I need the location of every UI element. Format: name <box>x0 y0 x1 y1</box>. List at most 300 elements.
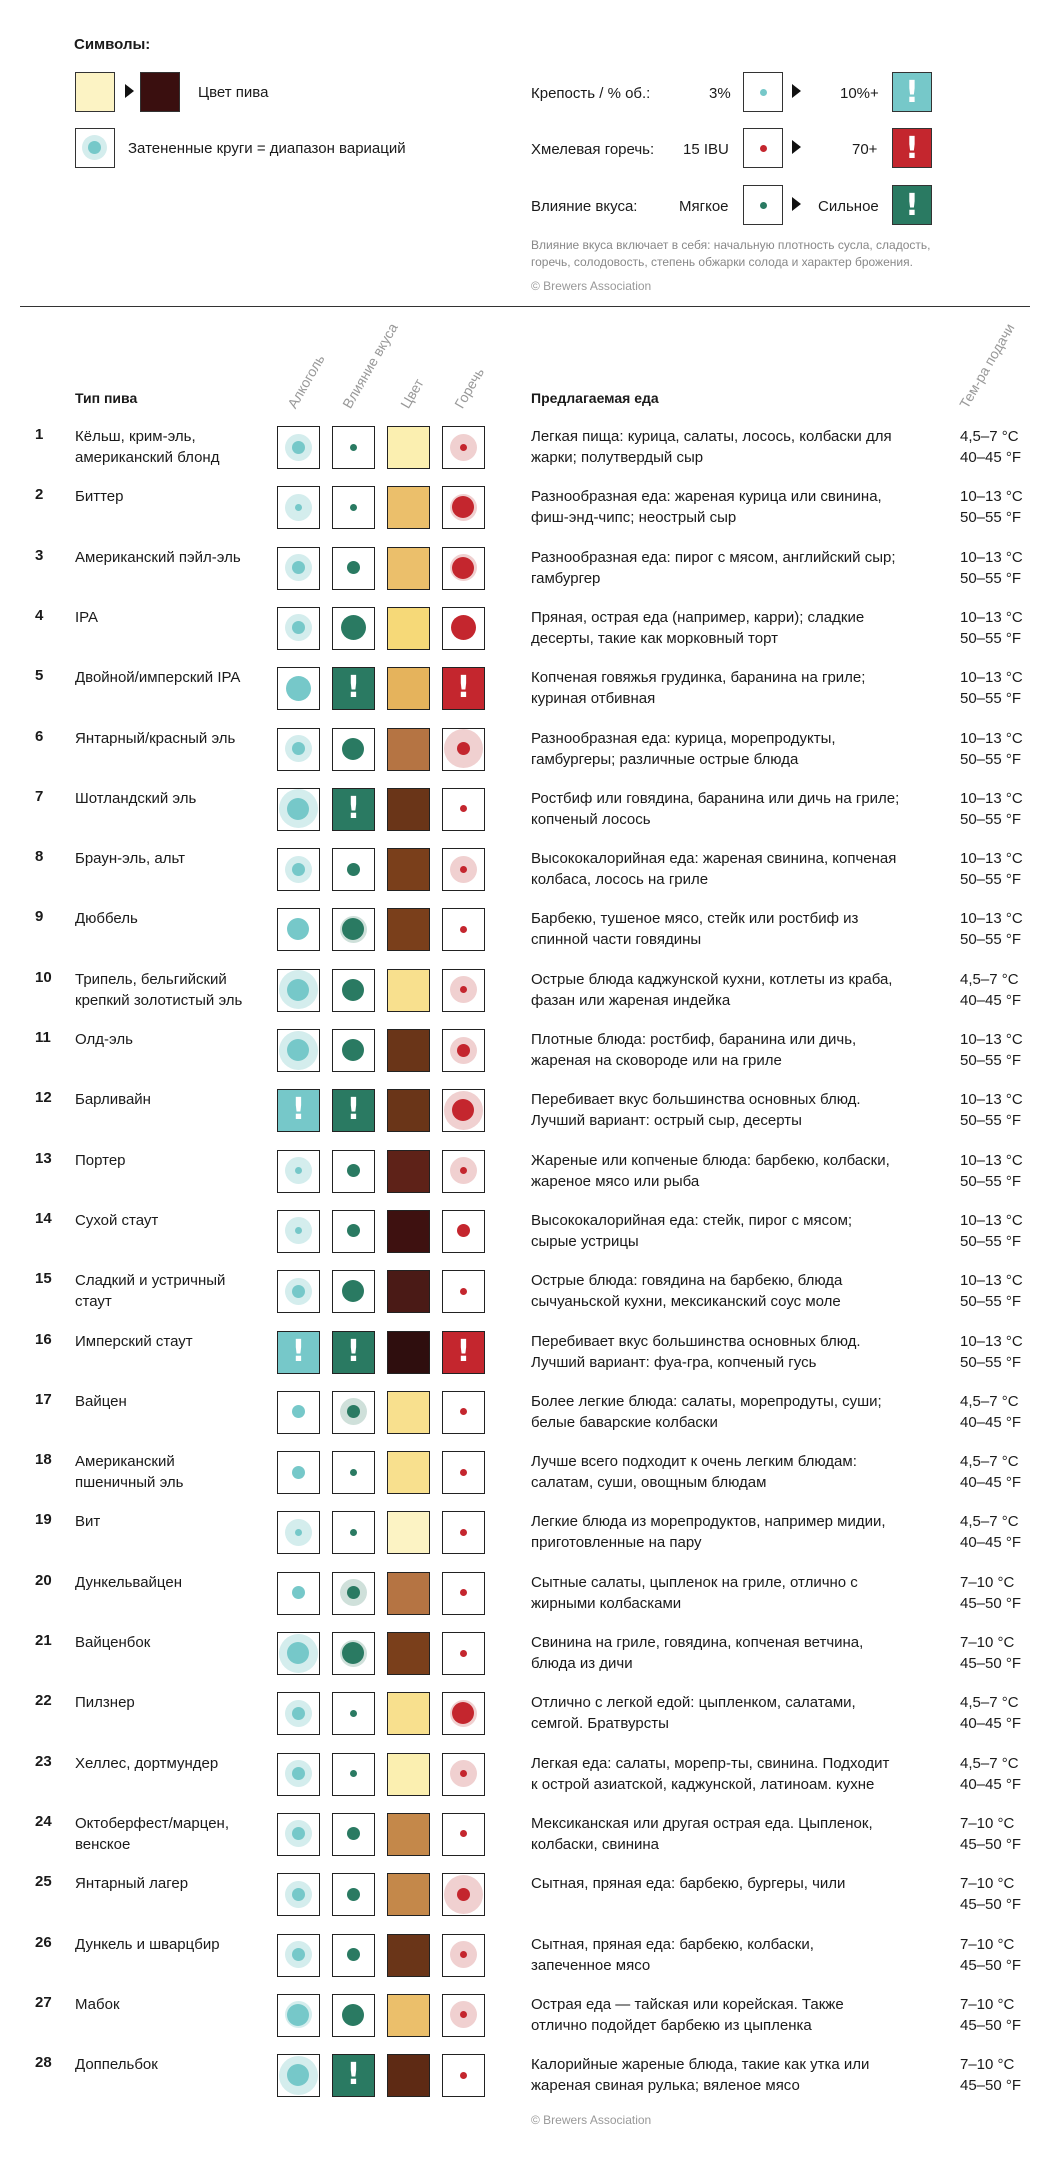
bitterness-dot-icon <box>460 1830 467 1837</box>
serving-temperature <box>960 1934 1050 1976</box>
temp-fahrenheit: 50–55 °F <box>960 1232 1022 1250</box>
beer-row <box>0 1270 1050 1330</box>
beer-name <box>75 1873 275 1894</box>
temp-fahrenheit: 40–45 °F <box>960 991 1022 1009</box>
bitterness-dot-icon <box>451 615 476 640</box>
row-number: 23 <box>35 1752 52 1770</box>
temp-celsius: 4,5–7 °C <box>960 1392 1019 1410</box>
bitterness-indicator <box>442 1692 485 1735</box>
bitterness-dot-icon <box>460 926 467 933</box>
suggested-food <box>531 1451 931 1493</box>
legend-title: Символы: <box>74 36 151 53</box>
beer-color-swatch <box>387 848 430 891</box>
alcohol-dot-icon <box>292 621 305 634</box>
serving-temperature <box>960 1270 1050 1312</box>
alcohol-dot-icon <box>295 1227 302 1234</box>
alcohol-indicator <box>277 1753 320 1796</box>
alcohol-indicator <box>277 908 320 951</box>
header-bitterness: Горечь <box>451 364 488 411</box>
flavor-dot-icon <box>350 1710 357 1717</box>
bitterness-dot-icon <box>460 1770 467 1777</box>
alcohol-indicator <box>277 969 320 1012</box>
temp-fahrenheit: 45–50 °F <box>960 1594 1022 1612</box>
row-number: 24 <box>35 1812 52 1830</box>
temp-fahrenheit: 45–50 °F <box>960 1896 1022 1914</box>
bitterness-dot-icon <box>460 2011 467 2018</box>
bitterness-dot-icon <box>460 1288 467 1295</box>
exclamation-icon: ! <box>346 790 361 826</box>
temp-celsius: 10–13 °C <box>960 850 1023 868</box>
alcohol-indicator <box>277 486 320 529</box>
beer-color-swatch <box>387 1391 430 1434</box>
food-line: Легкая еда: салаты, морепр-ты, свинина. Подходит <box>531 1754 890 1772</box>
alcohol-indicator <box>277 1150 320 1193</box>
serving-temperature <box>960 1089 1050 1131</box>
serving-temperature <box>960 1813 1050 1855</box>
beer-row <box>0 1451 1050 1511</box>
beer-color-swatch <box>387 426 430 469</box>
alcohol-dot-icon <box>292 1827 305 1840</box>
beer-row <box>0 1331 1050 1391</box>
row-number: 28 <box>35 2054 52 2072</box>
food-line: Высококалорийная еда: стейк, пирог с мясом; <box>531 1211 853 1229</box>
flavor-dot-icon <box>342 1280 364 1302</box>
flavor-indicator <box>332 908 375 951</box>
food-line: гамбургер <box>531 569 601 587</box>
suggested-food <box>531 1632 931 1674</box>
bitterness-indicator <box>442 1994 485 2037</box>
beer-row <box>0 1089 1050 1149</box>
serving-temperature <box>960 1331 1050 1373</box>
bitterness-indicator <box>442 969 485 1012</box>
alcohol-dot-icon <box>292 441 305 454</box>
exclamation-icon: ! <box>346 670 361 706</box>
beer-name-line: Сухой стаут <box>75 1211 159 1229</box>
alcohol-dot-icon <box>292 561 305 574</box>
bitterness-dot-icon <box>457 742 470 755</box>
beer-name-line: Браун-эль, альт <box>75 850 185 868</box>
bitterness-indicator <box>442 547 485 590</box>
suggested-food <box>531 426 931 468</box>
beer-row <box>0 1391 1050 1451</box>
beer-row <box>0 1813 1050 1873</box>
temp-celsius: 7–10 °C <box>960 1814 1015 1832</box>
beer-name <box>75 607 275 628</box>
bitterness-indicator <box>442 426 485 469</box>
flavor-dot-icon <box>342 1039 364 1061</box>
exclamation-icon: ! <box>905 188 919 223</box>
flavor-indicator <box>332 1873 375 1916</box>
alcohol-dot-icon <box>287 979 309 1001</box>
beer-row <box>0 908 1050 968</box>
beer-color-swatch <box>387 969 430 1012</box>
food-line: Перебивает вкус большинства основных блюд. <box>531 1332 861 1350</box>
bitterness-indicator <box>442 1150 485 1193</box>
alcohol-indicator <box>277 1873 320 1916</box>
bitterness-indicator <box>442 1934 485 1977</box>
beer-name <box>75 1210 275 1231</box>
beer-name-line: Дункельвайцен <box>75 1573 182 1591</box>
food-line: жареная на сковороде или на гриле <box>531 1052 782 1069</box>
food-line: салатам, суши, овощным блюдам <box>531 1474 767 1492</box>
food-line: Отлично с легкой едой: цыпленком, салатами, <box>531 1694 856 1712</box>
beer-name-line: Хеллес, дортмундер <box>75 1754 219 1772</box>
temp-fahrenheit: 40–45 °F <box>960 1474 1022 1492</box>
alcohol-dot-icon <box>292 863 305 876</box>
row-number: 21 <box>35 1632 52 1649</box>
legend-shaded-circle-swatch <box>75 128 115 168</box>
suggested-food <box>531 1934 931 1976</box>
suggested-food <box>531 1331 931 1373</box>
beer-name-line: Октоберфест/марцен, <box>75 1814 229 1832</box>
beer-name <box>75 1511 275 1532</box>
temp-celsius: 7–10 °C <box>960 1995 1015 2013</box>
beer-name-line: стаут <box>75 1293 112 1311</box>
beer-name-line: Двойной/имперский IPA <box>75 669 241 687</box>
suggested-food <box>531 1089 931 1131</box>
serving-temperature <box>960 667 1050 709</box>
row-number: 10 <box>35 968 52 986</box>
bitterness-indicator <box>442 788 485 831</box>
food-line: сырые устрицы <box>531 1232 639 1250</box>
alcohol-dot-icon <box>286 676 311 701</box>
flavor-indicator <box>332 2054 375 2097</box>
bitterness-dot-icon <box>457 1044 470 1057</box>
row-number: 1 <box>35 426 44 443</box>
row-number: 26 <box>35 1933 52 1951</box>
temp-celsius: 10–13 °C <box>960 548 1023 566</box>
beer-color-swatch <box>387 1089 430 1132</box>
alcohol-indicator <box>277 607 320 650</box>
beer-row <box>0 1934 1050 1994</box>
row-number: 12 <box>35 1089 52 1107</box>
bitterness-indicator <box>442 1210 485 1253</box>
alcohol-dot-icon <box>292 1948 305 1961</box>
beer-name-line: Вайцен <box>75 1392 127 1410</box>
suggested-food <box>531 1270 931 1312</box>
legend-strength-min-box <box>743 72 783 112</box>
exclamation-icon: ! <box>346 2057 361 2093</box>
food-line: Ростбиф или говядина, баранина или дичь на гриле; <box>531 789 900 807</box>
food-line: Копченая говяжья грудинка, баранина на гриле; <box>531 669 866 687</box>
bitterness-indicator <box>442 2054 485 2097</box>
alcohol-indicator <box>277 1451 320 1494</box>
row-number: 5 <box>35 667 44 685</box>
flavor-dot-icon <box>341 615 366 640</box>
shaded-dot-icon <box>88 141 101 154</box>
flavor-dot-icon <box>347 1224 360 1237</box>
suggested-food <box>531 547 931 589</box>
flavor-dot-icon <box>347 1827 360 1840</box>
beer-row <box>0 1029 1050 1089</box>
suggested-food <box>531 2054 931 2096</box>
beer-row <box>0 1572 1050 1632</box>
alcohol-indicator <box>277 667 320 710</box>
row-number: 15 <box>35 1270 52 1288</box>
row-number: 4 <box>35 606 44 624</box>
beer-row <box>0 728 1050 788</box>
flavor-indicator <box>332 728 375 771</box>
suggested-food <box>531 1692 931 1734</box>
legend-flavor-min-box <box>743 185 783 225</box>
temp-celsius: 10–13 °C <box>960 910 1023 928</box>
beer-color-swatch <box>387 1753 430 1796</box>
flavor-dot-icon <box>350 1770 357 1777</box>
bitterness-indicator <box>442 1632 485 1675</box>
serving-temperature <box>960 1994 1050 2036</box>
beer-color-swatch <box>387 486 430 529</box>
flavor-indicator <box>332 486 375 529</box>
beer-row <box>0 607 1050 667</box>
beer-color-swatch <box>387 1029 430 1072</box>
serving-temperature <box>960 788 1050 830</box>
beer-name-line: Янтарный/красный эль <box>75 729 236 747</box>
bitterness-dot-icon <box>460 1408 467 1415</box>
beer-color-swatch <box>387 1150 430 1193</box>
bitterness-dot-icon <box>460 1650 467 1657</box>
food-line: Перебивает вкус большинства основных блюд. <box>531 1091 861 1109</box>
temp-celsius: 7–10 °C <box>960 1634 1015 1651</box>
flavor-indicator <box>332 1511 375 1554</box>
row-number: 22 <box>35 1692 52 1710</box>
food-line: приготовленные на пару <box>531 1534 702 1552</box>
row-number: 11 <box>35 1029 51 1046</box>
bitterness-indicator <box>442 1391 485 1434</box>
bitterness-min-dot-icon <box>760 145 767 152</box>
temp-celsius: 10–13 °C <box>960 488 1023 506</box>
temp-fahrenheit: 50–55 °F <box>960 871 1022 889</box>
alcohol-dot-icon <box>287 918 309 940</box>
flavor-dot-icon <box>347 1586 360 1599</box>
beer-row <box>0 426 1050 486</box>
alcohol-indicator <box>277 1089 320 1132</box>
temp-fahrenheit: 50–55 °F <box>960 629 1022 647</box>
temp-celsius: 4,5–7 °C <box>960 1694 1019 1712</box>
legend-flavor-max: Сильное <box>818 198 879 215</box>
food-line: копченый лосось <box>531 810 651 828</box>
alcohol-indicator <box>277 1572 320 1615</box>
row-number: 8 <box>35 848 44 866</box>
food-line: Лучший вариант: острый сыр, десерты <box>531 1112 802 1130</box>
flavor-indicator <box>332 788 375 831</box>
beer-row <box>0 667 1050 727</box>
beer-row <box>0 848 1050 908</box>
bitterness-dot-icon <box>457 1888 470 1901</box>
serving-temperature <box>960 2054 1050 2096</box>
beer-row <box>0 547 1050 607</box>
legend-dark-color-swatch <box>140 72 180 112</box>
flavor-dot-icon <box>342 1642 364 1664</box>
temp-celsius: 7–10 °C <box>960 2056 1015 2074</box>
suggested-food <box>531 607 931 649</box>
header-food: Предлагаемая еда <box>531 390 659 406</box>
food-line: сычуаньской кухни, мексиканский соус моле <box>531 1293 841 1311</box>
beer-name <box>75 1089 275 1110</box>
temp-celsius: 4,5–7 °C <box>960 1754 1019 1772</box>
flavor-indicator <box>332 1391 375 1434</box>
suggested-food <box>531 486 931 528</box>
bitterness-indicator <box>442 1813 485 1856</box>
row-number: 27 <box>35 1993 52 2011</box>
beer-name-line: Американский пэйл-эль <box>75 548 241 566</box>
alcohol-dot-icon <box>292 1405 305 1418</box>
header-color: Цвет <box>397 375 427 411</box>
food-line: Разнообразная еда: курица, морепродукты, <box>531 729 836 747</box>
temp-celsius: 7–10 °C <box>960 1573 1015 1591</box>
beer-name-line: Дункель и шварцбир <box>75 1935 220 1953</box>
legend-arrow-icon <box>792 197 801 211</box>
temp-celsius: 7–10 °C <box>960 1875 1015 1893</box>
header-temp: Тем-ра подачи <box>956 320 1018 411</box>
bitterness-indicator <box>442 1451 485 1494</box>
temp-fahrenheit: 50–55 °F <box>960 750 1022 768</box>
beer-name <box>75 1029 275 1050</box>
alcohol-indicator <box>277 788 320 831</box>
temp-fahrenheit: 50–55 °F <box>960 810 1022 828</box>
alcohol-dot-icon <box>292 1586 305 1599</box>
beer-color-swatch <box>387 2054 430 2097</box>
flavor-indicator <box>332 667 375 710</box>
temp-fahrenheit: 45–50 °F <box>960 1655 1022 1672</box>
flavor-dot-icon <box>347 1888 360 1901</box>
row-number: 2 <box>35 486 44 504</box>
food-line: Лучший вариант: фуа-гра, копченый гусь <box>531 1353 817 1371</box>
beer-name-line: Доппельбок <box>75 2056 158 2074</box>
food-line: запеченное мясо <box>531 1956 651 1974</box>
temp-celsius: 10–13 °C <box>960 669 1023 687</box>
beer-color-swatch <box>387 1994 430 2037</box>
legend-note-line1: Влияние вкуса включает в себя: начальную плотность сусла, сладость, <box>531 238 931 252</box>
temp-fahrenheit: 50–55 °F <box>960 1052 1022 1069</box>
alcohol-dot-icon <box>287 2064 309 2086</box>
bitterness-dot-icon <box>460 866 467 873</box>
temp-fahrenheit: 40–45 °F <box>960 1715 1022 1733</box>
flavor-dot-icon <box>347 863 360 876</box>
bitterness-indicator <box>442 848 485 891</box>
flavor-min-dot-icon <box>760 202 767 209</box>
flavor-dot-icon <box>342 738 364 760</box>
legend-color-label: Цвет пива <box>198 84 269 101</box>
food-line: Острые блюда каджунской кухни, котлеты из краба, <box>531 970 893 988</box>
beer-name <box>75 848 275 869</box>
serving-temperature <box>960 1632 1050 1674</box>
row-number: 20 <box>35 1571 52 1589</box>
serving-temperature <box>960 426 1050 468</box>
exclamation-icon: ! <box>905 131 919 166</box>
bitterness-indicator <box>442 1572 485 1615</box>
alcohol-indicator <box>277 728 320 771</box>
temp-fahrenheit: 50–55 °F <box>960 1353 1022 1371</box>
temp-fahrenheit: 50–55 °F <box>960 1112 1022 1130</box>
food-line: жирными колбасками <box>531 1594 682 1612</box>
beer-name-line: Мабок <box>75 1995 120 2013</box>
beer-name <box>75 1150 275 1171</box>
temp-fahrenheit: 40–45 °F <box>960 1775 1022 1793</box>
bitterness-dot-icon <box>460 444 467 451</box>
legend-arrow-icon <box>792 140 801 154</box>
beer-color-swatch <box>387 607 430 650</box>
temp-fahrenheit: 45–50 °F <box>960 1956 1022 1974</box>
beer-row <box>0 969 1050 1029</box>
flavor-dot-icon <box>347 1164 360 1177</box>
serving-temperature <box>960 1572 1050 1614</box>
food-line: Сытная, пряная еда: барбекю, бургеры, чили <box>531 1875 846 1893</box>
flavor-indicator <box>332 1692 375 1735</box>
food-line: Мексиканская или другая острая еда. Цыпленок, <box>531 1814 873 1832</box>
food-line: Барбекю, тушеное мясо, стейк или ростбиф из <box>531 910 859 928</box>
beer-name <box>75 1391 275 1412</box>
exclamation-icon: ! <box>456 1333 471 1369</box>
flavor-indicator <box>332 1994 375 2037</box>
temp-celsius: 4,5–7 °C <box>960 1453 1019 1471</box>
alcohol-dot-icon <box>292 1285 305 1298</box>
beer-name-line: Трипель, бельгийский <box>75 970 227 988</box>
bitterness-dot-icon <box>460 805 467 812</box>
serving-temperature <box>960 969 1050 1011</box>
legend-strength-label: Крепость / % об.: <box>531 85 651 102</box>
row-number: 14 <box>35 1209 52 1227</box>
beer-name <box>75 1572 275 1593</box>
bitterness-indicator <box>442 1873 485 1916</box>
flavor-dot-icon <box>350 1469 357 1476</box>
bitterness-dot-icon <box>452 557 474 579</box>
flavor-indicator <box>332 1331 375 1374</box>
legend-flavor-max-box <box>892 185 932 225</box>
beer-name <box>75 1270 275 1312</box>
alcohol-indicator <box>277 1331 320 1374</box>
serving-temperature <box>960 1511 1050 1553</box>
food-line: жареная свиная рулька; вяленое мясо <box>531 2077 800 2095</box>
flavor-dot-icon <box>347 1405 360 1418</box>
beer-color-swatch <box>387 1210 430 1253</box>
temp-celsius: 7–10 °C <box>960 1935 1015 1953</box>
legend-strength-max-box <box>892 72 932 112</box>
flavor-indicator <box>332 969 375 1012</box>
flavor-indicator <box>332 848 375 891</box>
suggested-food <box>531 1873 931 1894</box>
legend-shaded-label: Затененные круги = диапазон вариаций <box>128 140 406 157</box>
alcohol-dot-icon <box>292 1888 305 1901</box>
legend-arrow-icon <box>125 84 134 98</box>
header-alcohol: Алкоголь <box>284 351 328 411</box>
flavor-dot-icon <box>342 979 364 1001</box>
alcohol-dot-icon <box>295 1529 302 1536</box>
temp-fahrenheit: 40–45 °F <box>960 1534 1022 1552</box>
beer-name-line: Вит <box>75 1513 101 1531</box>
beer-name-line: пшеничный эль <box>75 1474 184 1492</box>
alcohol-indicator <box>277 1632 320 1675</box>
bitterness-dot-icon <box>460 1951 467 1958</box>
serving-temperature <box>960 1150 1050 1192</box>
row-number: 17 <box>35 1390 52 1408</box>
beer-name <box>75 1994 275 2015</box>
suggested-food <box>531 788 931 830</box>
flavor-indicator <box>332 1210 375 1253</box>
beer-name <box>75 2054 275 2075</box>
suggested-food <box>531 667 931 709</box>
food-line: Легкая пища: курица, салаты, лосось, колбаски для <box>531 428 892 445</box>
legend-note-line2: горечь, солодовость, степень обжарки солода и характер брожения. <box>531 255 913 269</box>
beer-name-line: Американский <box>75 1453 175 1471</box>
flavor-indicator <box>332 426 375 469</box>
flavor-dot-icon <box>342 2004 364 2026</box>
beer-name-line: Янтарный лагер <box>75 1875 189 1893</box>
row-number: 16 <box>35 1330 52 1348</box>
beer-name-line: Портер <box>75 1151 126 1169</box>
temp-fahrenheit: 50–55 °F <box>960 931 1022 949</box>
strength-min-dot-icon <box>760 89 767 96</box>
legend-strength-max: 10%+ <box>840 85 879 102</box>
